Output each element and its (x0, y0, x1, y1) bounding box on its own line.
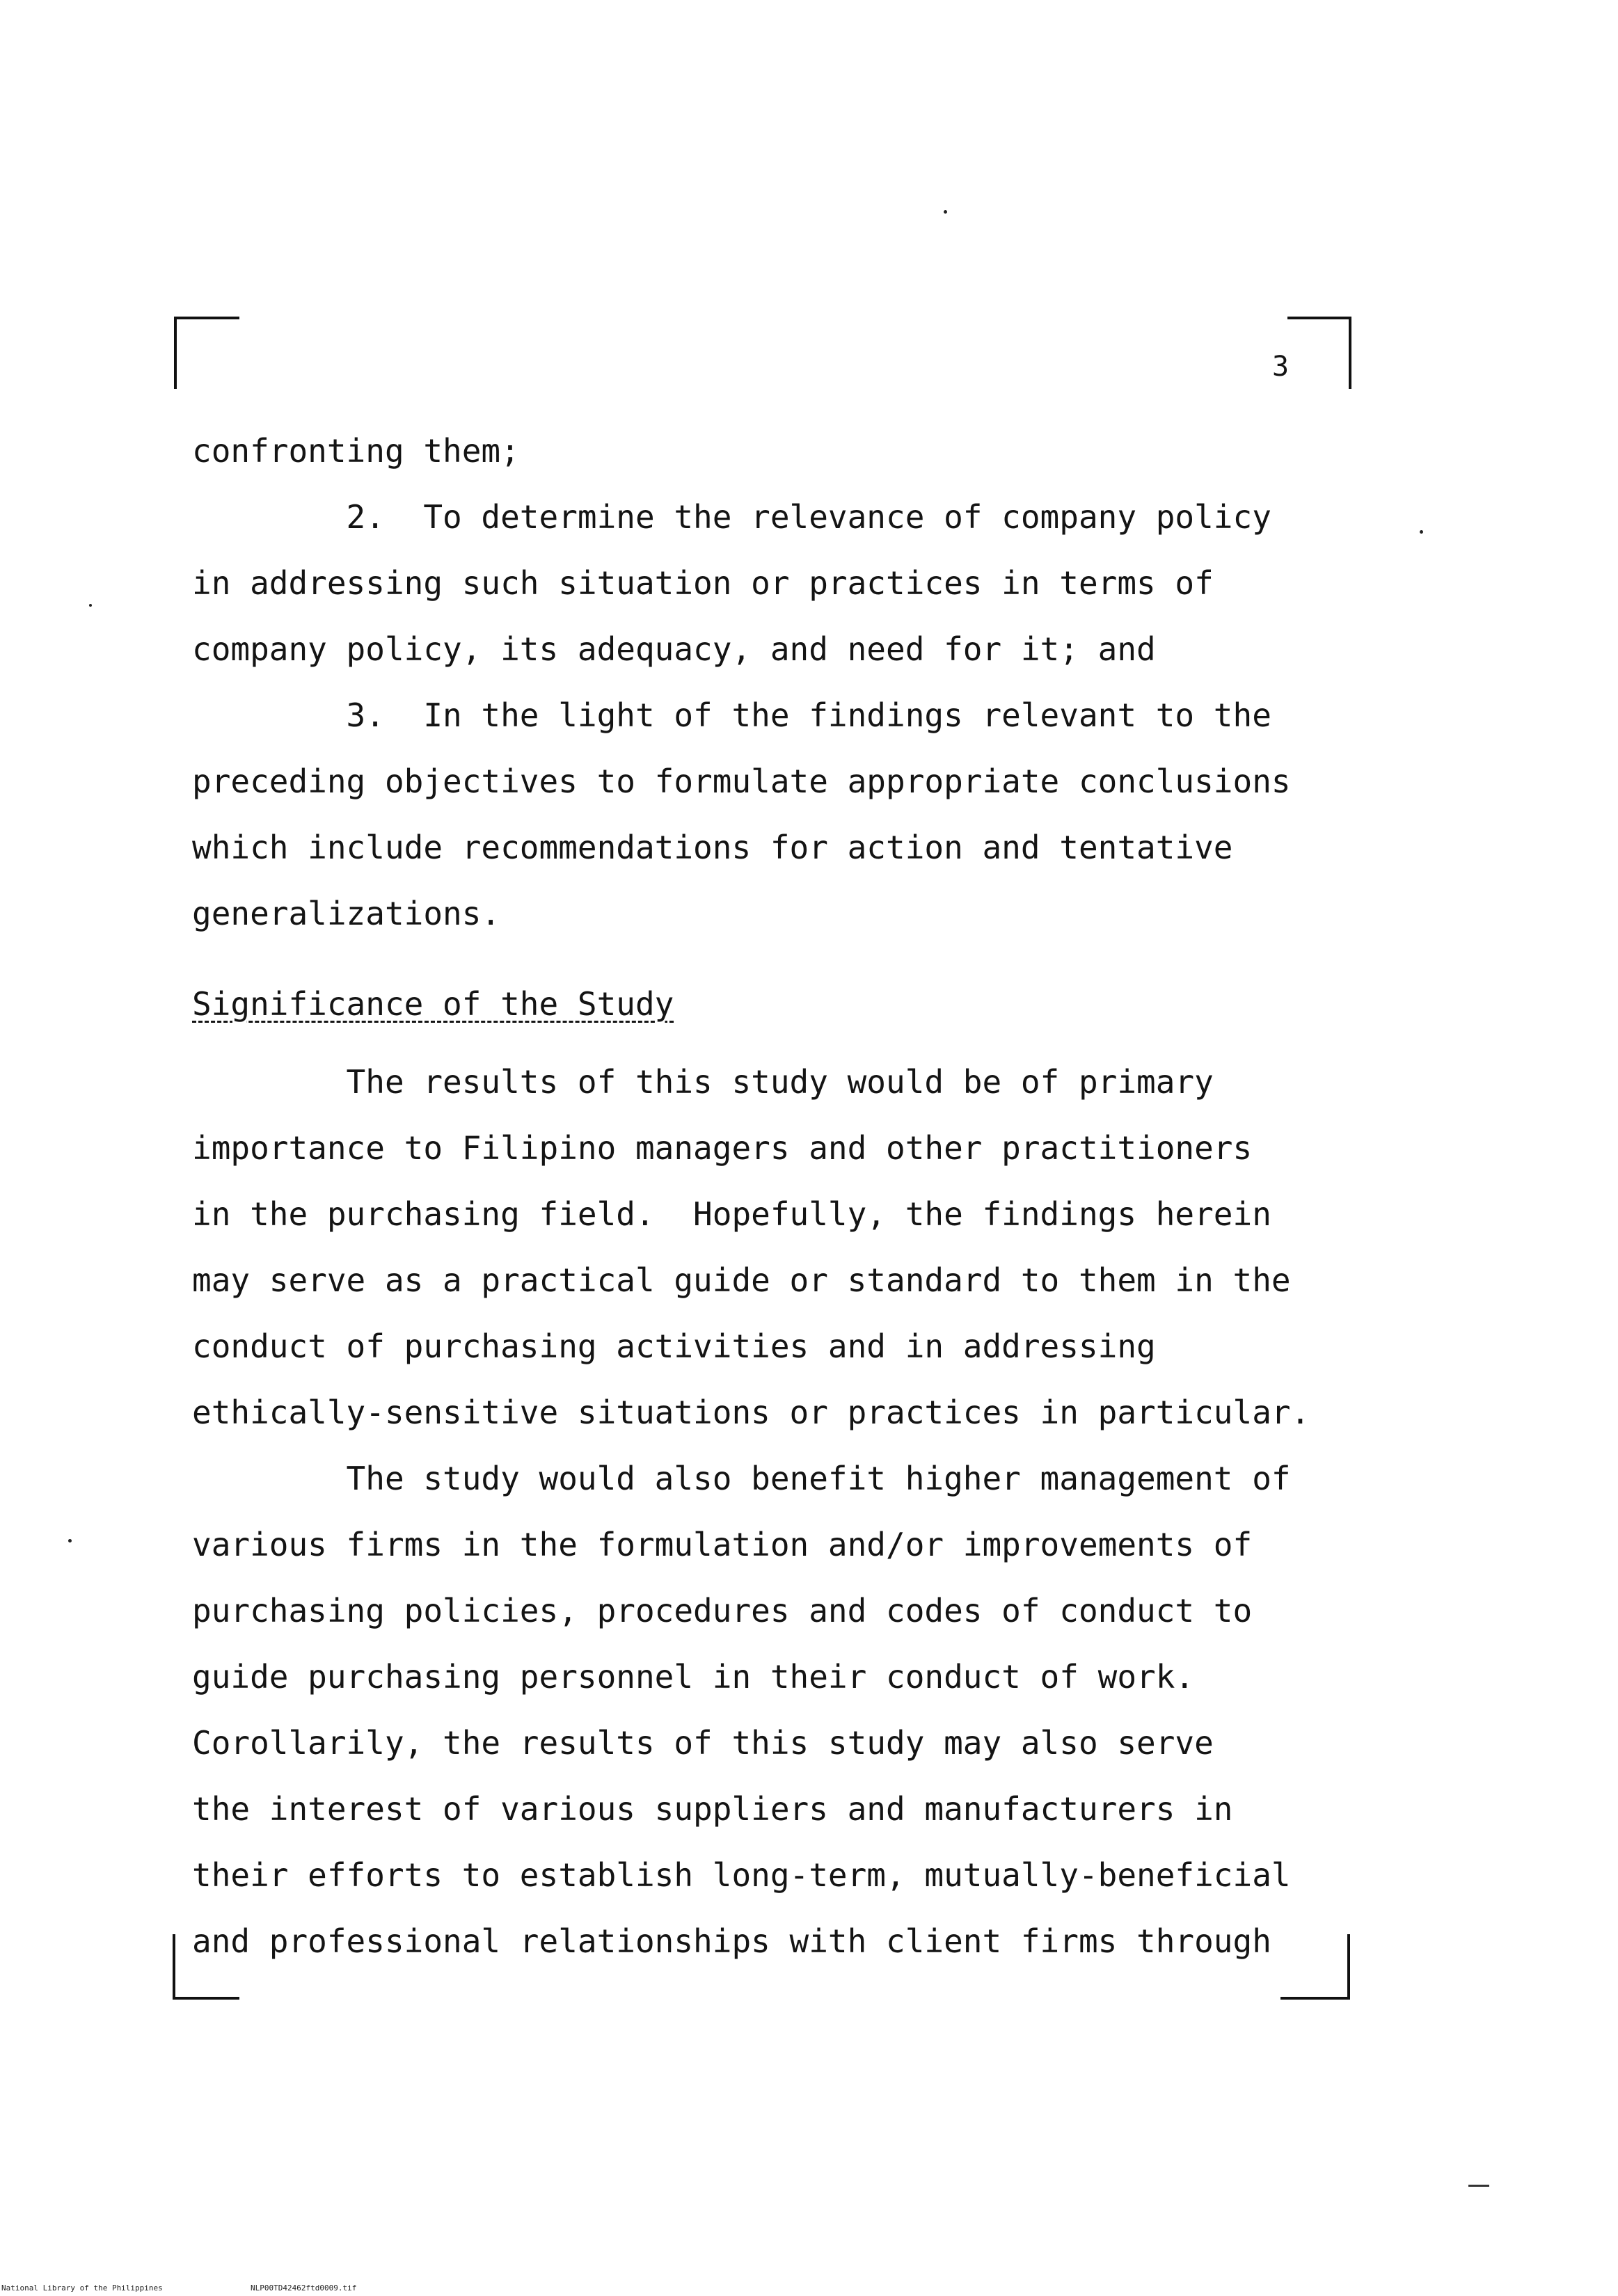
scan-speck (1420, 530, 1423, 534)
paragraph-line-1: The results of this study would be of primary (192, 1063, 1214, 1101)
scan-credit: National Library of the Philippines (1, 2283, 163, 2293)
body-line-5: 3. In the light of the findings relevant to the (192, 696, 1271, 734)
crop-mark-top-left (174, 317, 239, 389)
paragraph-line-4: may serve as a practical guide or standard to them in the (192, 1261, 1291, 1299)
paragraph-line-8: various firms in the formulation and/or improvements of (192, 1526, 1253, 1563)
paragraph-line-2: importance to Filipino managers and other practitioners (192, 1129, 1253, 1167)
scan-speck (944, 210, 947, 214)
crop-mark-bottom-right (1280, 1934, 1350, 2000)
body-line-2: 2. To determine the relevance of company policy (192, 498, 1271, 536)
paragraph-line-12: the interest of various suppliers and manufacturers in (192, 1790, 1233, 1828)
body-line-1: confronting them; (192, 432, 520, 470)
paragraph-line-11: Corollarily, the results of this study may also serve (192, 1724, 1214, 1762)
paragraph-line-9: purchasing policies, procedures and codes of conduct to (192, 1592, 1253, 1629)
paragraph-line-14: and professional relationships with client firms through (192, 1922, 1271, 1960)
section-heading: Significance of the Study (192, 985, 674, 1023)
body-line-7: which include recommendations for action and tentative (192, 829, 1233, 866)
body-line-3: in addressing such situation or practices in terms of (192, 564, 1214, 602)
body-line-4: company policy, its adequacy, and need for it; and (192, 630, 1156, 668)
paragraph-line-3: in the purchasing field. Hopefully, the findings herein (192, 1195, 1271, 1233)
scan-speck (68, 1539, 72, 1542)
page-number: 3 (1272, 351, 1290, 383)
crop-mark-top-right (1287, 317, 1351, 389)
paragraph-line-10: guide purchasing personnel in their conduct of work. (192, 1658, 1195, 1696)
body-line-6: preceding objectives to formulate appropriate conclusions (192, 763, 1291, 800)
scan-file-name: NLP00TD42462ftd0009.tif (251, 2283, 357, 2293)
paragraph-line-7: The study would also benefit higher management of (192, 1460, 1291, 1497)
scan-speck (89, 604, 92, 607)
paragraph-line-5: conduct of purchasing activities and in addressing (192, 1328, 1156, 1365)
scan-dash-mark (1468, 2185, 1489, 2187)
paragraph-line-6: ethically-sensitive situations or practices in particular. (192, 1394, 1310, 1431)
body-line-8: generalizations. (192, 895, 501, 932)
paragraph-line-13: their efforts to establish long-term, mutually-beneficial (192, 1856, 1291, 1894)
